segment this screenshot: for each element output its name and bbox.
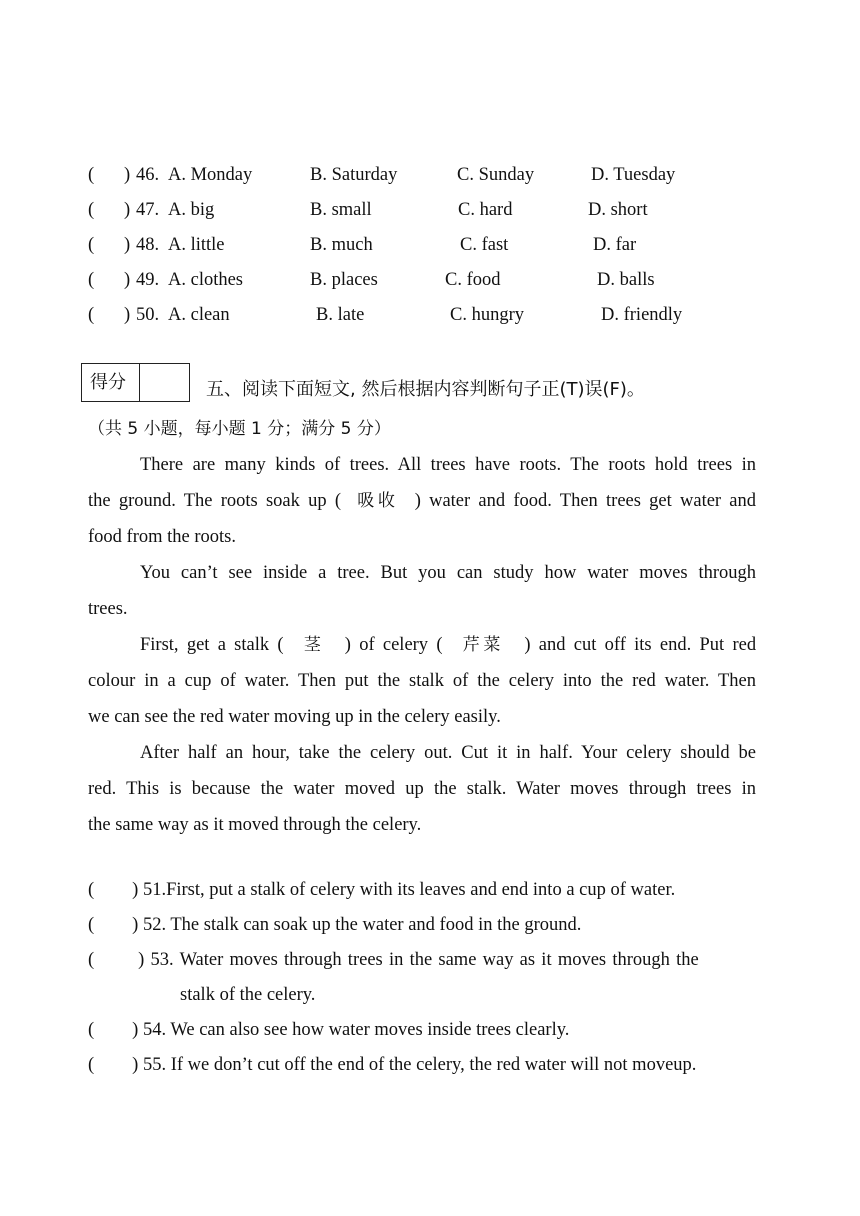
option-d: D. Tuesday — [591, 165, 676, 185]
answer-paren: ( — [88, 235, 95, 255]
tf-question-53-cont: stalk of the celery. — [180, 985, 316, 1005]
tf-question-55: ( ) 55. If we don’t cut off the end of the celery, the red water will not moveup. — [88, 1055, 697, 1075]
option-a: A. Monday — [168, 165, 253, 185]
passage-line: You can’t see inside a tree. But you can study how water moves through — [140, 563, 756, 583]
answer-paren: ( — [88, 950, 95, 970]
tf-question-52: ( ) 52. The stalk can soak up the water and food in the ground. — [88, 915, 582, 935]
gloss-celery: 芹菜 — [462, 635, 505, 655]
option-d: D. far — [593, 235, 637, 255]
gloss-absorb: 吸收 — [357, 491, 399, 511]
option-b: B. places — [310, 270, 378, 290]
passage-line: food from the roots. — [88, 527, 236, 547]
question-number: 49. — [136, 270, 160, 290]
option-d: D. short — [588, 200, 648, 220]
gloss-stalk: 茎 — [303, 635, 325, 655]
option-b: B. much — [310, 235, 373, 255]
passage-line: the ground. The roots soak up ( 吸收 ) water and food. Then trees get water and — [88, 491, 757, 511]
score-box-divider — [139, 364, 140, 401]
option-c: C. Sunday — [457, 165, 535, 185]
passage-line: red. This is because the water moved up the stalk. Water moves through trees in — [88, 779, 756, 799]
passage-line: colour in a cup of water. Then put the stalk of the celery into the red water. Then — [88, 671, 756, 691]
question-number: 46. — [136, 165, 160, 185]
passage — [88, 447, 756, 843]
option-d: D. balls — [597, 270, 655, 290]
option-c: C. hungry — [450, 305, 524, 325]
answer-paren: ( — [88, 305, 95, 325]
option-b: B. Saturday — [310, 165, 398, 185]
score-label: 得分 — [90, 372, 126, 393]
passage-line: There are many kinds of trees. All trees have roots. The roots hold trees in — [140, 455, 756, 475]
question-number: 48. — [136, 235, 160, 255]
answer-paren: ( — [88, 200, 95, 220]
option-a: A. little — [168, 235, 225, 255]
option-b: B. late — [316, 305, 365, 325]
section-subtitle: （共 5 小题，每小题 1 分；满分 5 分） — [88, 419, 391, 439]
passage-line: we can see the red water moving up in the celery easily. — [88, 707, 501, 727]
option-c: C. food — [445, 270, 501, 290]
passage-line: First, get a stalk ( 茎 ) of celery ( 芹菜 ) and cut off its end. Put red — [140, 635, 757, 655]
option-b: B. small — [310, 200, 372, 220]
tf-question-54: ( ) 54. We can also see how water moves inside trees clearly. — [88, 1020, 570, 1040]
passage-line: trees. — [88, 599, 128, 619]
option-a: A. clean — [168, 305, 230, 325]
section-title: 五、阅读下面短文, 然后根据内容判断句子正(T)误(F)。 — [206, 379, 645, 400]
question-number: 47. — [136, 200, 160, 220]
answer-paren: ( — [88, 915, 95, 935]
option-c: C. fast — [460, 235, 509, 255]
passage-line: After half an hour, take the celery out. Cut it in half. Your celery should be — [140, 743, 756, 763]
score-box — [81, 363, 190, 402]
passage-line: the same way as it moved through the celery. — [88, 815, 422, 835]
answer-paren: ( — [88, 270, 95, 290]
answer-paren: ( — [88, 1020, 95, 1040]
tf-question-53: ( ) 53. Water moves through trees in the same way as it moves through the — [88, 950, 699, 970]
option-a: A. clothes — [168, 270, 244, 290]
question-number: 50. — [136, 305, 160, 325]
tf-question-51: ( ) 51.First, put a stalk of celery with its leaves and end into a cup of water. — [88, 880, 676, 900]
option-d: D. friendly — [601, 305, 683, 325]
answer-paren: ( — [88, 1055, 95, 1075]
answer-paren: ( — [88, 165, 95, 185]
answer-paren: ( — [88, 880, 95, 900]
option-a: A. big — [168, 200, 215, 220]
option-c: C. hard — [458, 200, 513, 220]
